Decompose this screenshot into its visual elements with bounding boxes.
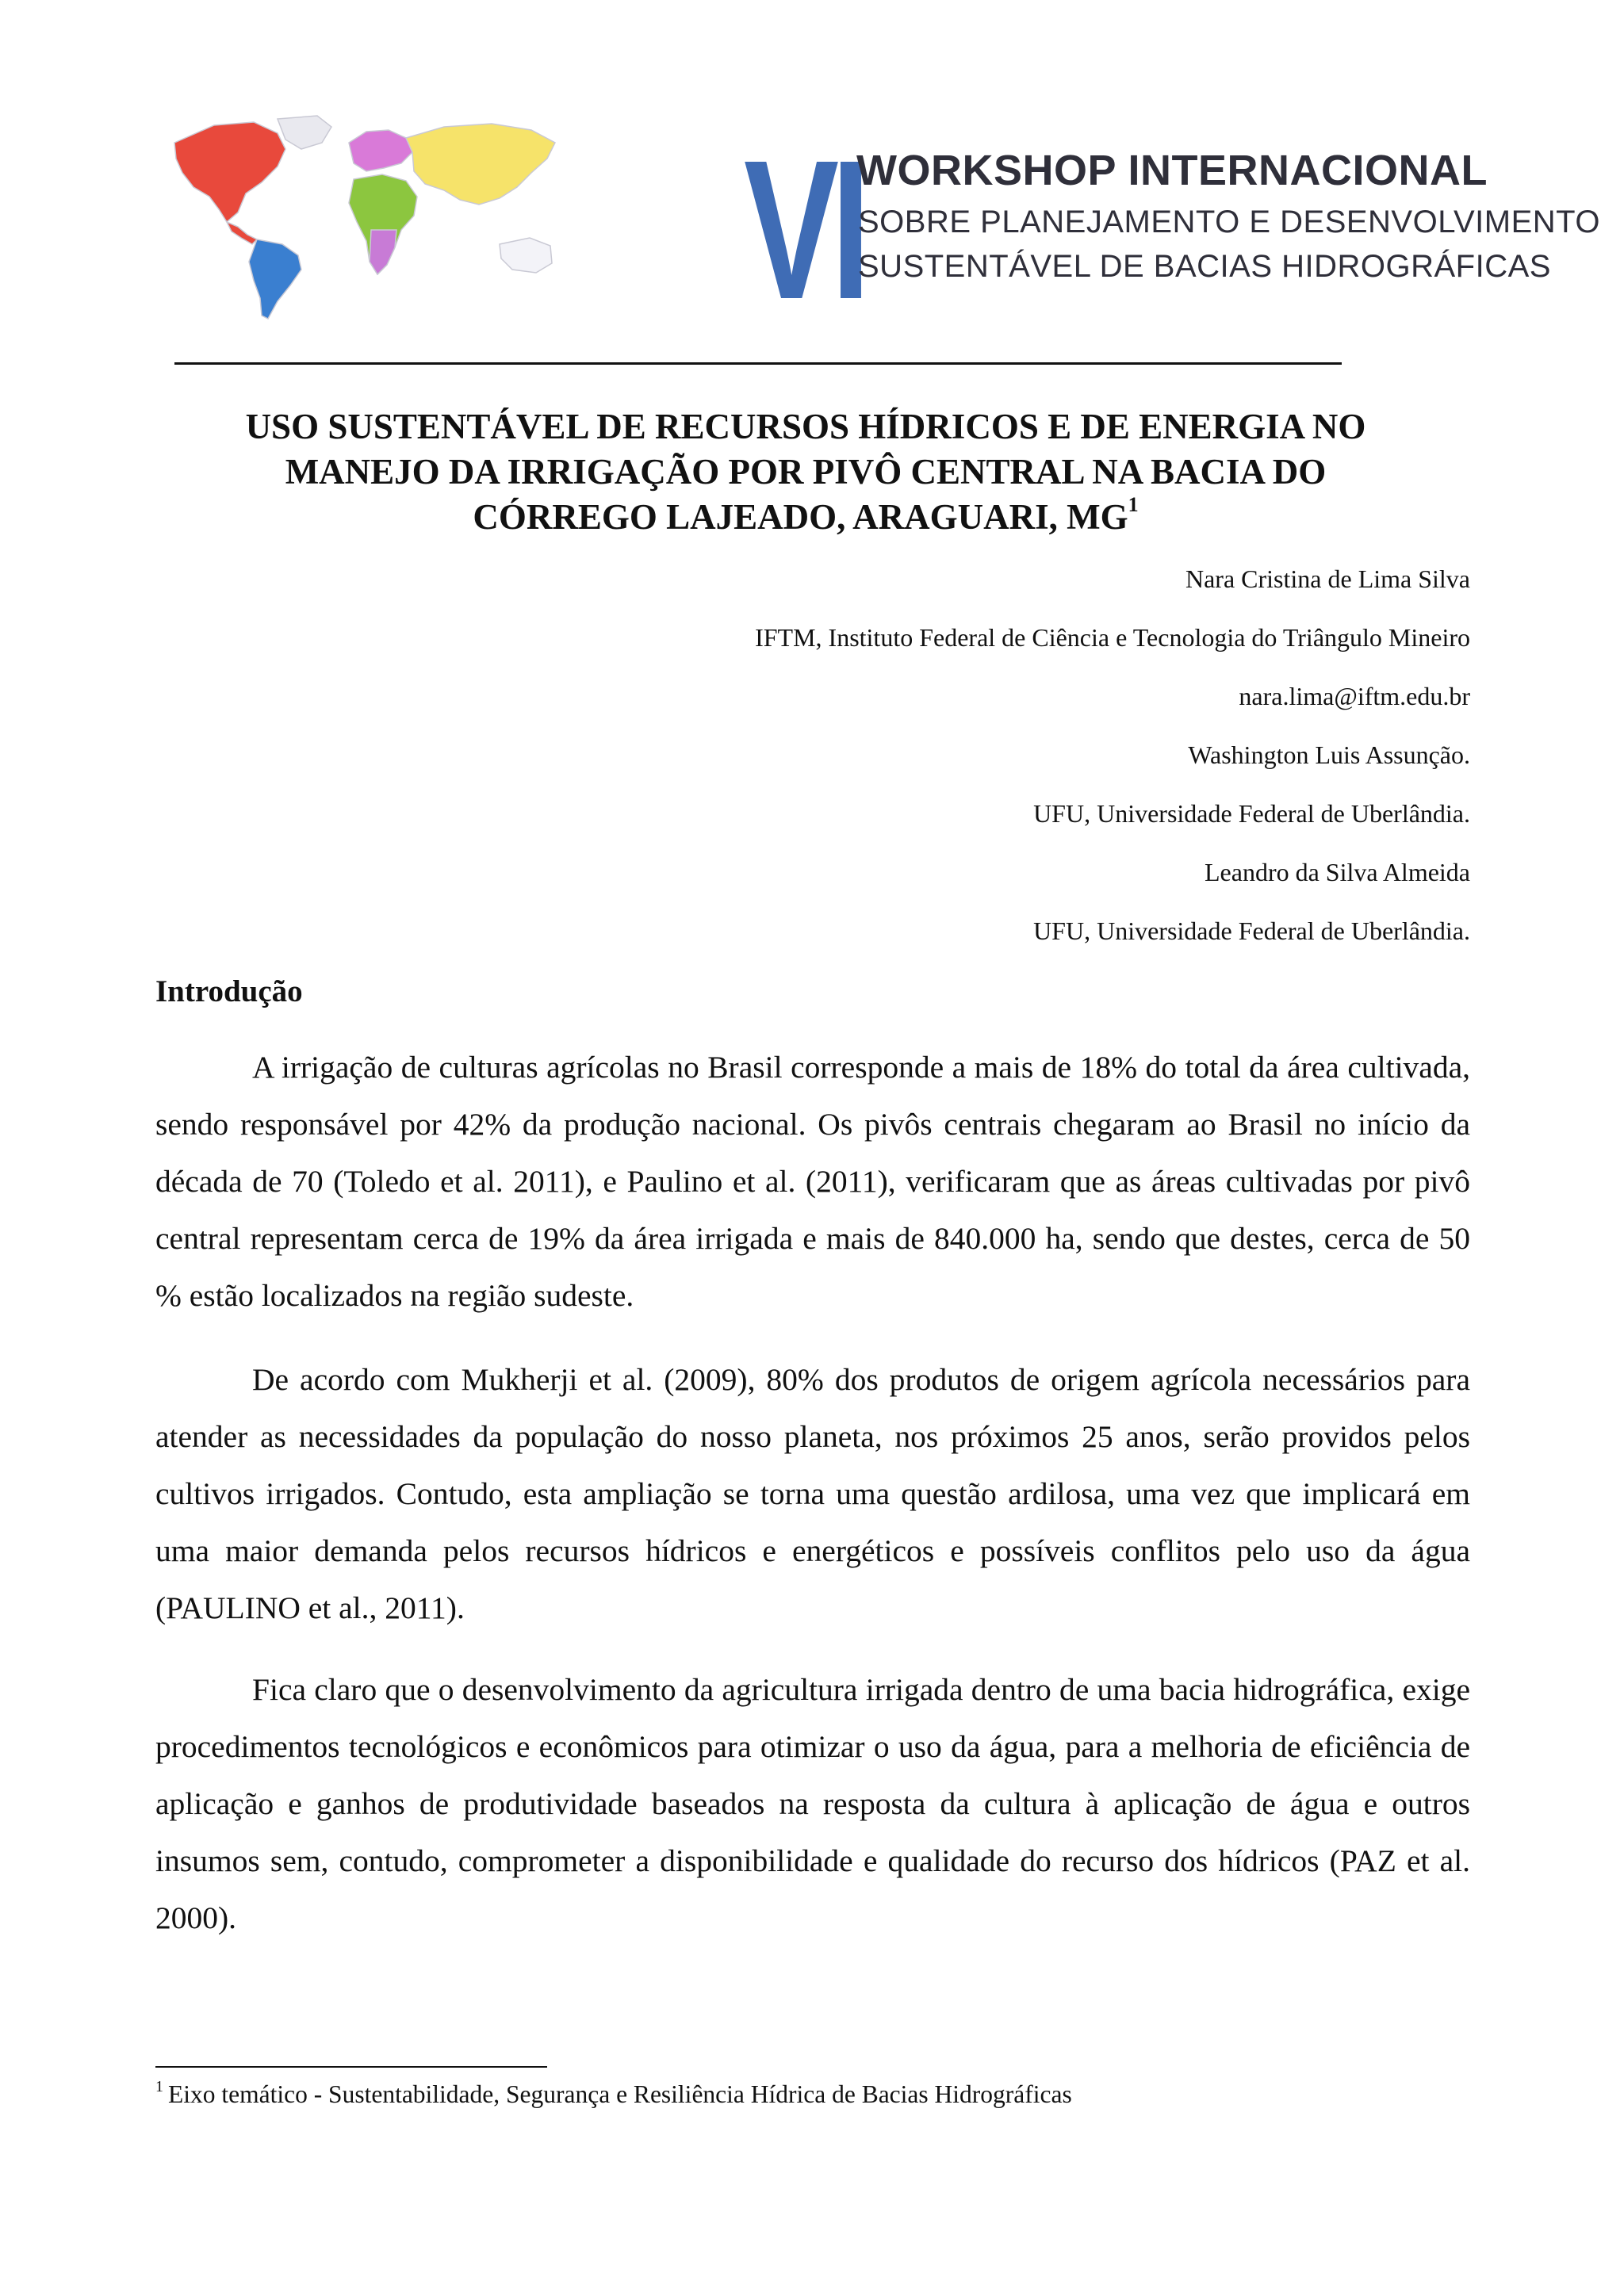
body-paragraph: A irrigação de culturas agrícolas no Brasil corresponde a mais de 18% do total da área cultivada, sendo responsável por 42% da produção nacional. Os pivôs centrais chegaram ao Brasil no início da década de 70 (Toledo et al. 2011), e Paulino et al. (2011), verificaram que as áreas cultivadas por pivô central representam cerca de 19% da área irrigada e mais de 840.000 ha, sendo que destes, cerca de 50 % estão localizados na região sudeste. [155, 1050, 1470, 1313]
map-southern-africa [370, 230, 396, 274]
paper-title [155, 404, 1456, 540]
map-europe [349, 130, 412, 171]
author-name: Leandro da Silva Almeida [1204, 858, 1470, 886]
footnote [155, 2079, 1072, 2110]
title-line3: CÓRREGO LAJEADO, ARAGUARI, MG [473, 497, 1128, 537]
map-north-america [174, 122, 285, 222]
map-central-america [227, 222, 257, 244]
section-heading: Introdução [155, 974, 303, 1008]
workshop-title: WORKSHOP INTERNACIONAL [856, 147, 1488, 194]
header-divider [174, 362, 1342, 365]
author-block [155, 563, 1470, 974]
map-south-america [249, 239, 301, 319]
footnote-divider [155, 2066, 547, 2068]
world-map-logo [159, 111, 587, 325]
author-affiliation: UFU, Universidade Federal de Uberlândia. [1033, 916, 1470, 945]
body-paragraph: De acordo com Mukherji et al. (2009), 80% dos produtos de origem agrícola necessários para atender as necessidades da população do nosso planeta, nos próximos 25 anos, serão providos pelos cultivos irrigados. Contudo, esta ampliação se torna uma questão ardilosa, uma vez que implicará em uma maior demanda pelos recursos hídricos e energéticos e possíveis conflitos pelo uso da água (PAULINO et al., 2011). [155, 1362, 1470, 1625]
author-email: nara.lima@iftm.edu.br [1239, 682, 1470, 710]
author-name: Washington Luis Assunção. [1188, 740, 1470, 769]
workshop-subtitle-line1: SOBRE PLANEJAMENTO E DESENVOLVIMENTO [858, 205, 1601, 239]
title-footnote-mark: 1 [1128, 493, 1139, 516]
body-paragraph: Fica claro que o desenvolvimento da agricultura irrigada dentro de uma bacia hidrográfica, exige procedimentos tecnológicos e econômicos para otimizar o uso da água, para a melhoria de eficiência de aplicação e ganhos de produtividade baseados na resposta da cultura à aplicação de água e outros insumos sem, contudo, comprometer a disponibilidade e qualidade do recurso dos hídricos (PAZ et al. 2000). [155, 1672, 1470, 1935]
author-name: Nara Cristina de Lima Silva [1185, 564, 1470, 593]
map-greenland [278, 116, 331, 149]
author-affiliation: IFTM, Instituto Federal de Ciência e Tecnologia do Triângulo Mineiro [755, 623, 1470, 652]
author-affiliation: UFU, Universidade Federal de Uberlândia. [1033, 799, 1470, 828]
footnote-mark: 1 [155, 2078, 163, 2095]
workshop-banner [159, 111, 1601, 340]
map-asia [406, 124, 555, 205]
workshop-subtitle-line2: SUSTENTÁVEL DE BACIAS HIDROGRÁFICAS [858, 249, 1551, 284]
title-line2: MANEJO DA IRRIGAÇÃO POR PIVÔ CENTRAL NA BACIA DO [285, 452, 1327, 492]
roman-numeral: VI [744, 119, 863, 340]
map-oceania [500, 238, 552, 273]
title-line1: USO SUSTENTÁVEL DE RECURSOS HÍDRICOS E DE ENERGIA NO [245, 407, 1366, 446]
footnote-text: Eixo temático - Sustentabilidade, Segurança e Resiliência Hídrica de Bacias Hidrográficas [168, 2080, 1072, 2108]
